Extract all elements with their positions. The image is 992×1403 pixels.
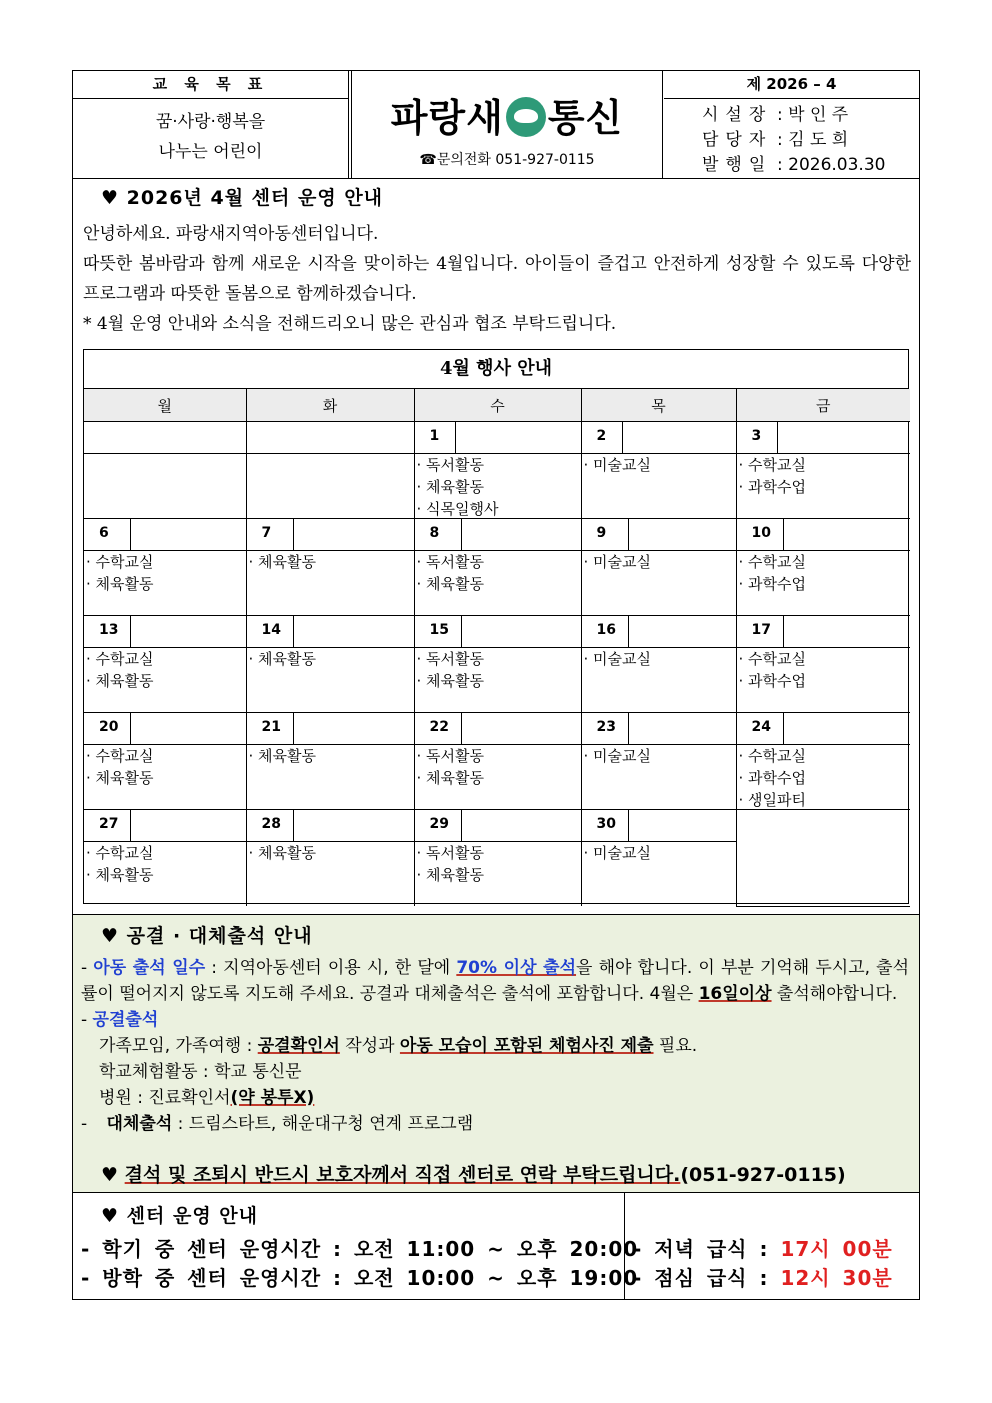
activity-item: · 생일파티 <box>738 791 806 809</box>
day-number: 10 <box>751 525 771 541</box>
manager-value: : 김 도 희 <box>777 130 849 150</box>
newsletter-title <box>352 87 662 142</box>
hours-box <box>73 1193 639 1299</box>
activity-item: · 수학교실 <box>86 844 154 862</box>
day-divider <box>293 519 294 550</box>
activity-list <box>415 745 581 809</box>
meal-box <box>633 1235 893 1293</box>
goal-line2: 나누는 어린이 <box>158 142 263 162</box>
calendar-activity-cell <box>246 842 414 907</box>
newsletter-frame <box>72 70 920 1300</box>
activity-item: · 체육활동 <box>416 575 484 593</box>
calendar-date-cell <box>246 713 414 745</box>
day-number: 2 <box>596 428 607 444</box>
day-divider <box>461 519 462 550</box>
calendar-date-cell <box>246 616 414 648</box>
activity-list <box>415 842 581 906</box>
excused-certificate: 공결확인서 <box>257 1036 340 1056</box>
day-number: 1 <box>429 428 440 444</box>
day-number-box <box>582 810 736 841</box>
calendar-date-cell <box>84 519 246 551</box>
activity-list <box>415 551 581 615</box>
center-hours-section <box>73 1193 919 1301</box>
day-number-box <box>247 422 414 453</box>
day-divider <box>293 616 294 647</box>
calendar-activity-cell <box>414 454 581 519</box>
attendance-title: ♥ 공결 · 대체출석 안내 <box>101 925 313 947</box>
activity-item: · 수학교실 <box>738 456 806 474</box>
bullet-dash: - <box>81 958 94 978</box>
activity-item: · 체육활동 <box>416 478 484 496</box>
excused-family-text2: 작성과 <box>339 1036 400 1056</box>
calendar-activity-cell <box>84 745 246 810</box>
calendar-activity-cell <box>84 551 246 616</box>
day-number-box <box>84 810 246 841</box>
day-number-box <box>415 713 581 744</box>
excused-family-text3: 필요. <box>653 1036 698 1056</box>
day-number: 8 <box>429 525 440 541</box>
day-number-box <box>737 519 911 550</box>
activity-list <box>247 648 414 712</box>
day-divider <box>628 810 629 841</box>
issue-box <box>664 71 919 178</box>
day-number-box <box>737 422 911 453</box>
day-divider <box>783 519 784 550</box>
day-divider <box>455 422 456 453</box>
operation-section <box>73 179 919 914</box>
excused-heading <box>81 1007 909 1033</box>
calendar-title: 4월 행사 안내 <box>84 350 908 389</box>
attendance-days-paragraph <box>81 955 909 1007</box>
calendar-activity-cell <box>581 551 736 616</box>
absence-notice-phone: (051-927-0115) <box>680 1164 846 1186</box>
calendar-activity-cell <box>414 648 581 713</box>
day-number-box <box>415 616 581 647</box>
day-number: 23 <box>596 719 616 735</box>
calendar-activity-cell <box>736 648 910 713</box>
activity-item: · 식목일행사 <box>416 500 499 518</box>
calendar-date-cell <box>84 616 246 648</box>
excused-family <box>81 1033 909 1059</box>
attendance-days-text3: 출석해야합니다. <box>771 984 898 1004</box>
hours-title: ♥ 센터 운영 안내 <box>101 1205 259 1227</box>
calendar-date-cell <box>246 422 414 454</box>
calendar-activity-cell <box>581 454 736 519</box>
calendar-activity-cell <box>581 842 736 907</box>
day-divider <box>130 713 131 744</box>
day-number-box <box>415 810 581 841</box>
absence-notice <box>101 1160 846 1187</box>
calendar-date-cell <box>246 519 414 551</box>
operation-title: ♥ 2026년 4월 센터 운영 안내 <box>101 187 384 209</box>
weekday-header: 월 <box>84 389 246 422</box>
day-divider <box>628 713 629 744</box>
excused-family-text1: 가족모임, 가족여행 : <box>99 1036 258 1056</box>
day-number: 21 <box>261 719 281 735</box>
day-number-box <box>84 519 246 550</box>
day-divider <box>628 616 629 647</box>
weekday-header: 화 <box>246 389 414 422</box>
bullet-dash: - <box>81 1010 93 1030</box>
lunch-row <box>633 1264 893 1293</box>
day-number-box <box>582 422 736 453</box>
day-number-box <box>415 422 581 453</box>
day-number: 7 <box>261 525 272 541</box>
activity-item: · 과학수업 <box>738 575 806 593</box>
day-number-box <box>247 616 414 647</box>
attendance-body <box>81 955 909 1137</box>
title-box <box>351 71 663 178</box>
day-number: 29 <box>429 816 449 832</box>
goal-box <box>73 71 349 178</box>
calendar-activity-cell <box>84 648 246 713</box>
absence-notice-text: 결석 및 조퇴시 반드시 보호자께서 직접 센터로 연락 부탁드립니다. <box>124 1164 681 1186</box>
activity-item: · 체육활동 <box>248 747 316 765</box>
day-number: 3 <box>751 428 762 444</box>
semester-hours: - 학기 중 센터 운영시간 : 오전 11:00 ~ 오후 20:00 <box>81 1237 639 1261</box>
activity-item: · 과학수업 <box>738 769 806 787</box>
date-value: : 2026.03.30 <box>777 155 886 175</box>
calendar-grid <box>84 389 910 907</box>
excused-hospital-note: (약 봉투X) <box>230 1088 315 1108</box>
activity-item: · 미술교실 <box>583 553 651 571</box>
activity-item: · 미술교실 <box>583 844 651 862</box>
day-divider <box>461 713 462 744</box>
calendar-activity-cell <box>736 745 910 810</box>
heart-icon: ♥ <box>101 1164 125 1186</box>
activity-item: · 수학교실 <box>86 553 154 571</box>
day-divider <box>293 810 294 841</box>
excused-hospital-text: 병원 : 진료확인서 <box>99 1088 231 1108</box>
day-divider <box>461 616 462 647</box>
manager-label: 담당자 <box>702 130 773 150</box>
activity-item: · 체육활동 <box>248 553 316 571</box>
activity-item: · 체육활동 <box>86 672 154 690</box>
day-number: 20 <box>99 719 119 735</box>
activity-item: · 과학수업 <box>738 672 806 690</box>
goal-label: 교 육 목 표 <box>73 71 348 99</box>
day-number-box <box>582 519 736 550</box>
day-divider <box>628 519 629 550</box>
lunch-label: - 점심 급식 : <box>633 1266 781 1290</box>
day-divider <box>130 616 131 647</box>
issue-number: 제 2026 – 4 <box>664 71 919 99</box>
activity-item: · 미술교실 <box>583 456 651 474</box>
calendar-date-cell <box>246 810 414 842</box>
calendar-date-cell <box>414 713 581 745</box>
director-label: 시설장 <box>702 105 773 125</box>
calendar-date-cell <box>414 810 581 842</box>
required-days: 16일이상 <box>698 984 772 1004</box>
day-divider <box>293 713 294 744</box>
director-value: : 박 인 주 <box>777 105 849 125</box>
intro-text <box>83 219 911 339</box>
contact-phone: ☎문의전화 051-927-0115 <box>419 152 595 168</box>
calendar-activity-cell <box>414 842 581 907</box>
calendar-date-cell <box>736 422 910 454</box>
calendar-activity-cell <box>84 842 246 907</box>
calendar-date-cell <box>414 616 581 648</box>
calendar-date-cell <box>736 713 910 745</box>
activity-item: · 과학수업 <box>738 478 806 496</box>
calendar-activity-cell <box>736 454 910 519</box>
activity-item: · 독서활동 <box>416 456 484 474</box>
activity-item: · 체육활동 <box>86 769 154 787</box>
activity-item: · 수학교실 <box>738 747 806 765</box>
day-number: 24 <box>751 719 771 735</box>
calendar-date-cell <box>736 616 910 648</box>
activity-list <box>247 551 414 615</box>
day-divider <box>783 713 784 744</box>
issue-meta <box>664 99 919 178</box>
dinner-row <box>633 1235 893 1264</box>
activity-list <box>737 745 911 809</box>
title-right: 통신 <box>547 96 624 140</box>
activity-list <box>84 842 246 906</box>
day-number-box <box>737 616 911 647</box>
activity-list <box>247 842 414 906</box>
dinner-label: - 저녁 급식 : <box>633 1237 781 1261</box>
activity-item: · 체육활동 <box>248 650 316 668</box>
intro-body: 따뜻한 봄바람과 함께 새로운 시작을 맞이하는 4월입니다. 아이들이 즐겁고 안전하게 성장할 수 있도록 다양한 프로그램과 따뜻한 돌봄으로 함께하겠습니다. <box>83 254 911 304</box>
empty-calendar-cell <box>736 810 910 907</box>
day-divider <box>130 519 131 550</box>
activity-item: · 수학교실 <box>738 553 806 571</box>
day-number-box <box>247 713 414 744</box>
day-number: 9 <box>596 525 607 541</box>
calendar-activity-cell <box>414 551 581 616</box>
lunch-time: 12시 30분 <box>780 1266 893 1290</box>
activity-item: · 체육활동 <box>86 575 154 593</box>
activity-item: · 체육활동 <box>416 672 484 690</box>
calendar-activity-cell <box>246 745 414 810</box>
goal-text <box>73 99 348 167</box>
activity-list <box>247 454 414 518</box>
excused-school: 학교체험활동 : 학교 통신문 <box>99 1062 302 1082</box>
weekday-header: 목 <box>581 389 736 422</box>
attendance-section <box>73 914 919 1193</box>
attendance-days-text2: 을 해야 합니다. 이 부분 기억해 두시고, 출석률이 떨어지지 않도록 지도해 주세요. 공결과 대체출석은 출석에 포함합니다. 4월은 <box>81 958 910 1004</box>
title-left: 파랑새 <box>390 96 504 140</box>
substitute-label: 대체출석 <box>106 1114 173 1134</box>
intro-greeting: 안녕하세요. 파랑새지역아동센터입니다. <box>83 224 379 244</box>
day-number-box <box>84 713 246 744</box>
activity-item: · 체육활동 <box>248 844 316 862</box>
activity-item: · 체육활동 <box>416 866 484 884</box>
day-number: 13 <box>99 622 119 638</box>
day-number-box <box>582 616 736 647</box>
day-number-box <box>84 422 246 453</box>
day-divider <box>783 616 784 647</box>
activity-item: · 독서활동 <box>416 747 484 765</box>
day-number-box <box>84 616 246 647</box>
activity-item: · 독서활동 <box>416 553 484 571</box>
day-divider <box>622 422 623 453</box>
attendance-rate: 70% 이상 출석 <box>456 958 577 978</box>
bird-logo-icon <box>506 97 546 137</box>
intro-note: * 4월 운영 안내와 소식을 전해드리오니 많은 관심과 협조 부탁드립니다. <box>83 314 617 334</box>
activity-list <box>247 745 414 809</box>
day-number-box <box>415 519 581 550</box>
calendar-activity-cell <box>84 454 246 519</box>
calendar-date-cell <box>84 422 246 454</box>
day-number: 15 <box>429 622 449 638</box>
activity-list <box>582 454 736 518</box>
goal-line1: 꿈·사랑·행복을 <box>155 112 266 132</box>
activity-item: · 수학교실 <box>738 650 806 668</box>
attendance-days-label: 아동 출석 일수 <box>93 958 206 978</box>
activity-item: · 수학교실 <box>86 650 154 668</box>
day-divider <box>777 422 778 453</box>
calendar-date-cell <box>581 810 736 842</box>
weekday-header: 금 <box>736 389 910 422</box>
calendar-date-cell <box>581 616 736 648</box>
activity-item: · 체육활동 <box>416 769 484 787</box>
activity-list <box>582 745 736 809</box>
excused-photo: 아동 모습이 포함된 체험사진 제출 <box>399 1036 654 1056</box>
calendar-date-cell <box>581 713 736 745</box>
calendar-activity-cell <box>581 648 736 713</box>
bullet-dash: - <box>81 1114 93 1134</box>
day-number: 6 <box>99 525 109 541</box>
calendar-activity-cell <box>246 551 414 616</box>
calendar-date-cell <box>84 810 246 842</box>
activity-item: · 독서활동 <box>416 650 484 668</box>
day-number: 14 <box>261 622 281 638</box>
activity-list <box>737 454 911 518</box>
activity-list <box>84 745 246 809</box>
substitute-text: : 드림스타트, 해운대구청 연계 프로그램 <box>172 1114 474 1134</box>
day-number-box <box>247 810 414 841</box>
activity-list <box>84 551 246 615</box>
hours-list <box>81 1235 638 1293</box>
calendar-activity-cell <box>246 648 414 713</box>
activity-list <box>582 551 736 615</box>
excused-label: 공결출석 <box>92 1010 159 1030</box>
vacation-hours: - 방학 중 센터 운영시간 : 오전 10:00 ~ 오후 19:00 <box>81 1266 639 1290</box>
excused-hospital <box>81 1085 909 1111</box>
activity-item: · 독서활동 <box>416 844 484 862</box>
substitute-line <box>81 1111 909 1137</box>
event-calendar <box>83 349 909 904</box>
dinner-time: 17시 00분 <box>780 1237 893 1261</box>
day-number: 28 <box>261 816 281 832</box>
calendar-date-cell <box>736 519 910 551</box>
calendar-activity-cell <box>581 745 736 810</box>
day-number-box <box>582 713 736 744</box>
date-label: 발행일 <box>702 155 773 175</box>
activity-list <box>415 648 581 712</box>
calendar-activity-cell <box>736 551 910 616</box>
attendance-days-text1: : 지역아동센터 이용 시, 한 달에 <box>205 958 457 978</box>
activity-item: · 수학교실 <box>86 747 154 765</box>
day-number-box <box>737 713 911 744</box>
activity-list <box>582 648 736 712</box>
day-number: 16 <box>596 622 616 638</box>
calendar-date-cell <box>581 422 736 454</box>
day-divider <box>130 810 131 841</box>
day-number: 27 <box>99 816 119 832</box>
day-number-box <box>247 519 414 550</box>
calendar-date-cell <box>414 519 581 551</box>
activity-list <box>582 842 736 906</box>
activity-list <box>737 551 911 615</box>
activity-list <box>737 648 911 712</box>
activity-list <box>415 454 581 518</box>
calendar-date-cell <box>414 422 581 454</box>
calendar-activity-cell <box>414 745 581 810</box>
calendar-activity-cell <box>246 454 414 519</box>
calendar-date-cell <box>581 519 736 551</box>
weekday-header: 수 <box>414 389 581 422</box>
activity-list <box>84 648 246 712</box>
calendar-date-cell <box>84 713 246 745</box>
day-number: 30 <box>596 816 616 832</box>
header <box>73 71 919 179</box>
day-number: 17 <box>751 622 771 638</box>
activity-item: · 미술교실 <box>583 747 651 765</box>
activity-list <box>84 454 246 518</box>
activity-item: · 미술교실 <box>583 650 651 668</box>
activity-item: · 체육활동 <box>86 866 154 884</box>
day-divider <box>461 810 462 841</box>
day-number: 22 <box>429 719 449 735</box>
